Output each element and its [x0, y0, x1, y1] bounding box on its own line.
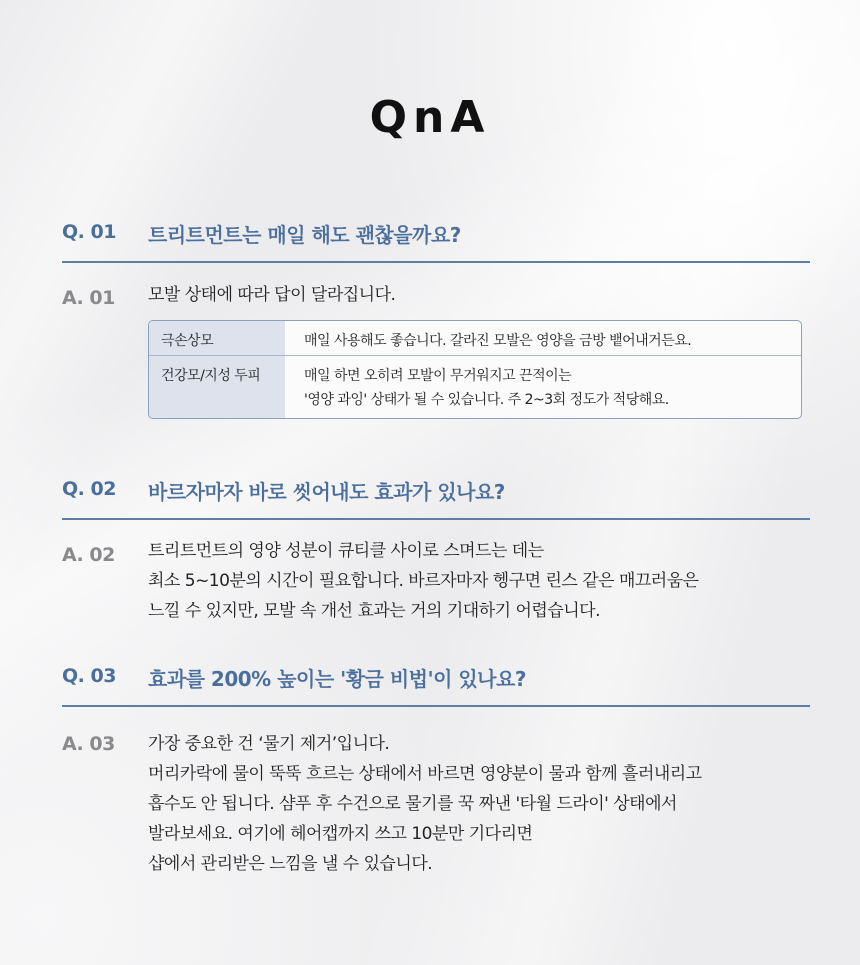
table-row-value: '영양 과잉' 상태가 될 수 있습니다. 주 2~3회 정도가 적당해요. [304, 392, 669, 408]
table-row-value: 매일 사용해도 좋습니다. 갈라진 모발은 영양을 금방 뱉어내거든요. [304, 333, 692, 349]
answer-line: 트리트먼트의 영양 성분이 큐티클 사이로 스며드는 데는 [148, 541, 544, 561]
answer-line: 발라보세요. 여기에 헤어캡까지 쓰고 10분만 기다리면 [148, 824, 533, 844]
answer-line: 흡수도 안 됩니다. 샴푸 후 수건으로 물기를 꾹 짜낸 '타월 드라이' 상태에서 [148, 794, 677, 814]
answer-line: 최소 5~10분의 시간이 필요합니다. 바르자마자 헹구면 린스 같은 매끄러움은 [148, 571, 699, 591]
table-row-label: 건강모/지성 두피 [161, 368, 261, 384]
question-row-3 [62, 659, 810, 707]
question-text: 바르자마자 바로 씻어내도 효과가 있나요? [148, 480, 505, 504]
answer-line: 샵에서 관리받은 느낌을 낼 수 있습니다. [148, 854, 433, 874]
table-divider [149, 355, 801, 356]
answer-line: 느낄 수 있지만, 모발 속 개선 효과는 거의 기대하기 어렵습니다. [148, 601, 600, 621]
question-text: 트리트먼트는 매일 해도 괜찮을까요? [148, 223, 461, 247]
answer-number: A. 03 [62, 733, 115, 755]
answer-number: A. 01 [62, 287, 115, 309]
question-number: Q. 03 [62, 665, 116, 687]
answer-line: 머리카락에 물이 뚝뚝 흐르는 상태에서 바르면 영양분이 물과 함께 흘러내리고 [148, 764, 702, 784]
question-row-1 [62, 215, 810, 263]
hair-type-table [148, 320, 802, 419]
answer-line: 가장 중요한 건 ‘물기 제거’입니다. [148, 734, 390, 754]
answer-number: A. 02 [62, 544, 115, 566]
table-row-label: 극손상모 [161, 333, 214, 349]
question-number: Q. 01 [62, 221, 116, 243]
question-number: Q. 02 [62, 478, 116, 500]
table-row-value: 매일 하면 오히려 모발이 무거워지고 끈적이는 [304, 368, 572, 384]
question-text: 효과를 200% 높이는 '황금 비법'이 있나요? [148, 667, 526, 691]
page-title: QnA [369, 92, 491, 143]
answer-text [148, 280, 798, 310]
question-row-2 [62, 472, 810, 520]
answer-line: 모발 상태에 따라 답이 달라집니다. [148, 285, 396, 305]
answer-text [148, 536, 798, 626]
answer-text [148, 729, 798, 879]
